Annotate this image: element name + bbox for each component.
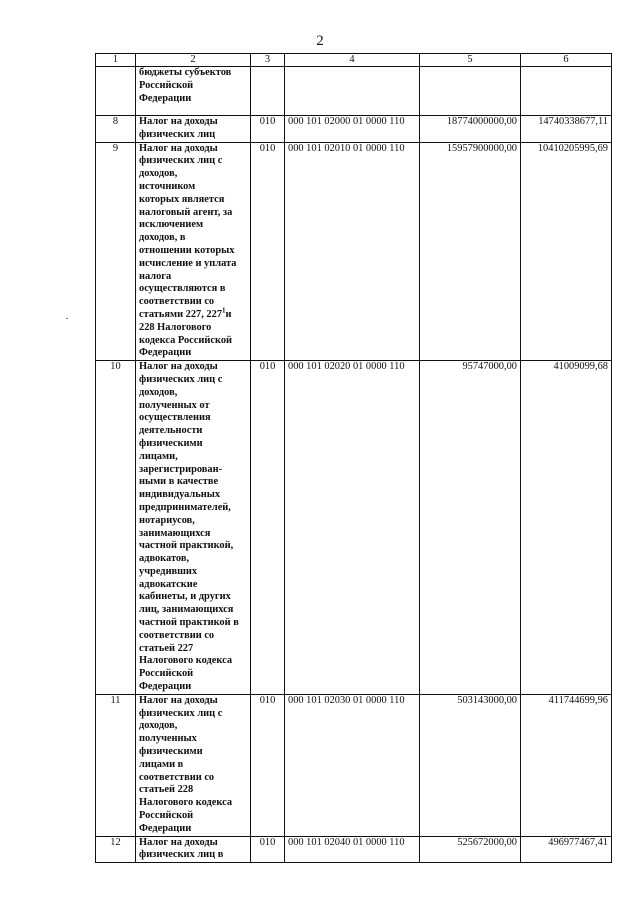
cell-kbk: [285, 67, 420, 116]
name-line: частной практикой в: [139, 617, 239, 629]
name-line: доходов, в: [139, 232, 186, 244]
name-line: Федерации: [139, 681, 192, 693]
name-line: полученных: [139, 733, 197, 745]
name-line: Федерации: [139, 92, 192, 104]
name-line: Федерации: [139, 347, 192, 359]
cell-planned: 525672000,00: [420, 836, 521, 863]
cell-name: [136, 142, 251, 361]
name-line: которых является: [139, 193, 225, 205]
name-line: Налог на доходы: [139, 694, 218, 706]
name-line: ными в качестве: [139, 476, 219, 488]
name-line: статьями 227, 227: [139, 308, 223, 320]
name-line: физическими: [139, 746, 203, 758]
name-line: Российской: [139, 79, 194, 91]
cell-num: 10: [96, 361, 136, 695]
header-col-6: 6: [521, 54, 612, 67]
name-line: физических лиц с: [139, 707, 223, 719]
name-line: Налог на доходы: [139, 836, 218, 848]
superscript: 1: [222, 306, 226, 315]
cell-planned: 95747000,00: [420, 361, 521, 695]
cell-num: [96, 67, 136, 116]
cell-name: [136, 836, 251, 863]
table-row: [96, 836, 612, 863]
name-line: отношении которых: [139, 244, 235, 256]
table-row: [96, 694, 612, 836]
name-line: Налогового кодекса: [139, 797, 233, 809]
name-line: адвокатов,: [139, 553, 190, 565]
name-line-with-superscript: [139, 306, 247, 322]
name-line: источником: [139, 180, 196, 192]
cell-code: 010: [251, 836, 285, 863]
cell-planned: 503143000,00: [420, 694, 521, 836]
cell-kbk: 000 101 02020 01 0000 110: [285, 361, 420, 695]
name-line: налоговый агент, за: [139, 206, 233, 218]
cell-actual: 496977467,41: [521, 836, 612, 863]
cell-planned: 15957900000,00: [420, 142, 521, 361]
cell-name: [136, 694, 251, 836]
page-number: 2: [316, 33, 324, 49]
name-line: физических лиц с: [139, 155, 223, 167]
name-line: частной практикой,: [139, 540, 234, 552]
cell-num: 9: [96, 142, 136, 361]
cell-actual: 14740338677,11: [521, 116, 612, 143]
table-row: [96, 116, 612, 143]
cell-code: 010: [251, 116, 285, 143]
name-line: лицами в: [139, 758, 184, 770]
name-line: статьей 228: [139, 784, 194, 796]
name-line: лиц, занимающихся: [139, 604, 234, 616]
name-line: предпринимателей,: [139, 501, 231, 513]
name-line: занимающихся: [139, 527, 211, 539]
name-line: кабинеты, и других: [139, 591, 231, 603]
name-line: Федерации: [139, 822, 192, 834]
name-line: физических лиц с: [139, 373, 223, 385]
cell-code: 010: [251, 361, 285, 695]
name-line: доходов,: [139, 386, 178, 398]
cell-kbk: 000 101 02040 01 0000 110: [285, 836, 420, 863]
name-line: исключением: [139, 219, 204, 231]
name-line: кодекса Российской: [139, 334, 232, 346]
cell-num: 12: [96, 836, 136, 863]
name-line: лицами,: [139, 450, 178, 462]
cell-code: 010: [251, 694, 285, 836]
table-row-continuation: [96, 67, 612, 116]
name-line: физических лиц в: [139, 849, 224, 861]
name-line: нотариусов,: [139, 514, 195, 526]
cell-name: [136, 67, 251, 116]
name-line: 228 Налогового: [139, 321, 212, 333]
cell-actual: 41009099,68: [521, 361, 612, 695]
cell-kbk: 000 101 02010 01 0000 110: [285, 142, 420, 361]
cell-num: 11: [96, 694, 136, 836]
name-line: деятельности: [139, 425, 203, 437]
name-line: физических лиц: [139, 128, 216, 140]
name-line: Налог на доходы: [139, 142, 218, 154]
margin-mark: [66, 318, 68, 319]
budget-table: [95, 53, 612, 863]
cell-name: [136, 116, 251, 143]
table-header-row: [96, 54, 612, 67]
name-line: соответствии со: [139, 629, 215, 641]
header-col-4: 4: [285, 54, 420, 67]
name-line: соответствии со: [139, 771, 215, 783]
name-line: осуществляются в: [139, 283, 226, 295]
name-line: Налог на доходы: [139, 116, 218, 127]
name-line: Российской: [139, 810, 194, 822]
table-row: [96, 361, 612, 695]
name-line: индивидуальных: [139, 489, 221, 501]
name-line: доходов,: [139, 168, 178, 180]
name-line: исчисление и уплата: [139, 257, 237, 269]
cell-code: 010: [251, 142, 285, 361]
name-line: Российской: [139, 668, 194, 680]
name-line: Налогового кодекса: [139, 655, 233, 667]
name-line: соответствии со: [139, 296, 215, 308]
cell-num: 8: [96, 116, 136, 143]
cell-actual: 10410205995,69: [521, 142, 612, 361]
header-col-1: 1: [96, 54, 136, 67]
name-line: полученных от: [139, 399, 210, 411]
name-line: зарегистрирован-: [139, 463, 223, 475]
cell-actual: 411744699,96: [521, 694, 612, 836]
cell-kbk: 000 101 02030 01 0000 110: [285, 694, 420, 836]
name-line: Налог на доходы: [139, 361, 218, 373]
header-col-3: 3: [251, 54, 285, 67]
name-line: бюджеты субъектов: [139, 67, 232, 78]
cell-kbk: 000 101 02000 01 0000 110: [285, 116, 420, 143]
name-line: доходов,: [139, 720, 178, 732]
name-line: статьей 227: [139, 642, 194, 654]
name-line: адвокатские: [139, 578, 198, 590]
cell-planned: [420, 67, 521, 116]
name-line: учредивших: [139, 565, 198, 577]
cell-name: [136, 361, 251, 695]
cell-planned: 18774000000,00: [420, 116, 521, 143]
header-col-2: 2: [136, 54, 251, 67]
header-col-5: 5: [420, 54, 521, 67]
cell-actual: [521, 67, 612, 116]
superscript-tail: и: [225, 308, 232, 320]
table-row: [96, 142, 612, 361]
name-line: налога: [139, 270, 172, 282]
name-line: физическими: [139, 437, 203, 449]
cell-code: [251, 67, 285, 116]
name-line: осуществления: [139, 412, 211, 424]
